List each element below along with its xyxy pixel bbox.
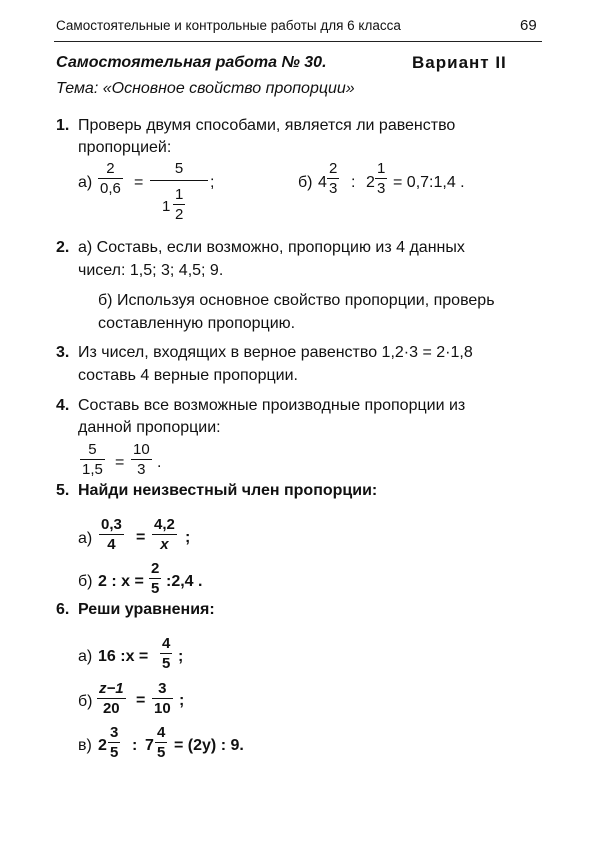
equation-rest: = (2y) : 9. (174, 737, 244, 754)
task-text: данной пропорции: (78, 419, 221, 436)
variant-label: Вариант II (412, 53, 507, 72)
fraction: 2 3 (329, 160, 338, 197)
fraction: 4 5 (162, 635, 171, 672)
fraction: 5 1,5 (82, 441, 103, 478)
task-text: Из чисел, входящих в верное равенство 1,2·3 = 2·1,8 (78, 344, 473, 361)
task-text: а) Составь, если возможно, пропорцию из 4 данных (78, 239, 465, 256)
task-text: Проверь двумя способами, является ли равенство (78, 117, 456, 134)
item-label: в) (78, 737, 92, 754)
task-text: Найди неизвестный член пропорции: (78, 482, 378, 499)
task-number: 4. (56, 397, 70, 414)
task-text: пропорцией: (78, 139, 172, 156)
equals: = (136, 692, 146, 709)
mixed-whole: 2 (366, 174, 375, 191)
equals: = (136, 529, 146, 546)
fraction: 1 2 (175, 186, 184, 223)
item-label: а) (78, 174, 93, 191)
task-number: 3. (56, 344, 70, 361)
colon: : (132, 737, 138, 754)
task-text: Составь все возможные производные пропорции из (78, 397, 466, 414)
equals: = (134, 174, 144, 191)
topic: Тема: «Основное свойство пропорции» (56, 80, 355, 97)
task-text: составь 4 верные пропорции. (78, 367, 298, 384)
task-number: 1. (56, 117, 70, 134)
equation-rest: = 0,7:1,4 . (393, 174, 465, 191)
fraction (98, 160, 123, 197)
equation-part: :2,4 . (166, 573, 203, 590)
punctuation: ; (179, 692, 185, 709)
work-title: Самостоятельная работа № 30. (56, 54, 327, 71)
task-number: 6. (56, 601, 70, 618)
fraction: 10 3 (133, 441, 150, 478)
book-title: Самостоятельные и контрольные работы для 6 класса (56, 18, 401, 33)
colon: : (351, 174, 356, 191)
fraction: 4,2 x (154, 516, 175, 553)
mixed-whole: 2 (98, 737, 107, 754)
item-label: б) (78, 693, 93, 710)
task-number: 2. (56, 239, 70, 256)
punctuation: . (157, 454, 162, 471)
fraction: 3 5 (110, 724, 119, 761)
equals: = (115, 454, 125, 471)
mixed-whole: 7 (145, 737, 154, 754)
numerator: 2 (106, 160, 115, 177)
item-label: б) (298, 174, 313, 191)
equation-part: 2 : x = (98, 573, 144, 590)
fraction: z−1 20 (99, 680, 124, 717)
task-number: 5. (56, 482, 70, 499)
item-label: а) (78, 648, 93, 665)
fraction: 0,3 4 (101, 516, 122, 553)
mixed-whole: 4 (318, 174, 327, 191)
task-text: Реши уравнения: (78, 601, 215, 618)
fraction: 2 5 (151, 560, 160, 597)
item-label: б) (78, 573, 93, 590)
fraction-bar (150, 180, 208, 181)
task-text: составленную пропорцию. (98, 315, 296, 332)
denominator: 0,6 (100, 180, 121, 197)
header-rule (54, 41, 542, 42)
equation-part: 16 :x = (98, 648, 149, 665)
page-number: 69 (520, 17, 537, 34)
task-text: б) Используя основное свойство пропорции, проверь (98, 292, 495, 309)
task-text: чисел: 1,5; 3; 4,5; 9. (78, 262, 224, 279)
fraction: 4 5 (157, 724, 166, 761)
punctuation: ; (210, 174, 215, 191)
fraction: 3 10 (154, 680, 171, 717)
punctuation: ; (178, 648, 184, 665)
mixed-whole: 1 (162, 198, 171, 215)
numerator: 5 (174, 160, 184, 177)
item-label: а) (78, 530, 93, 547)
fraction: 1 3 (377, 160, 386, 197)
punctuation: ; (185, 529, 191, 546)
